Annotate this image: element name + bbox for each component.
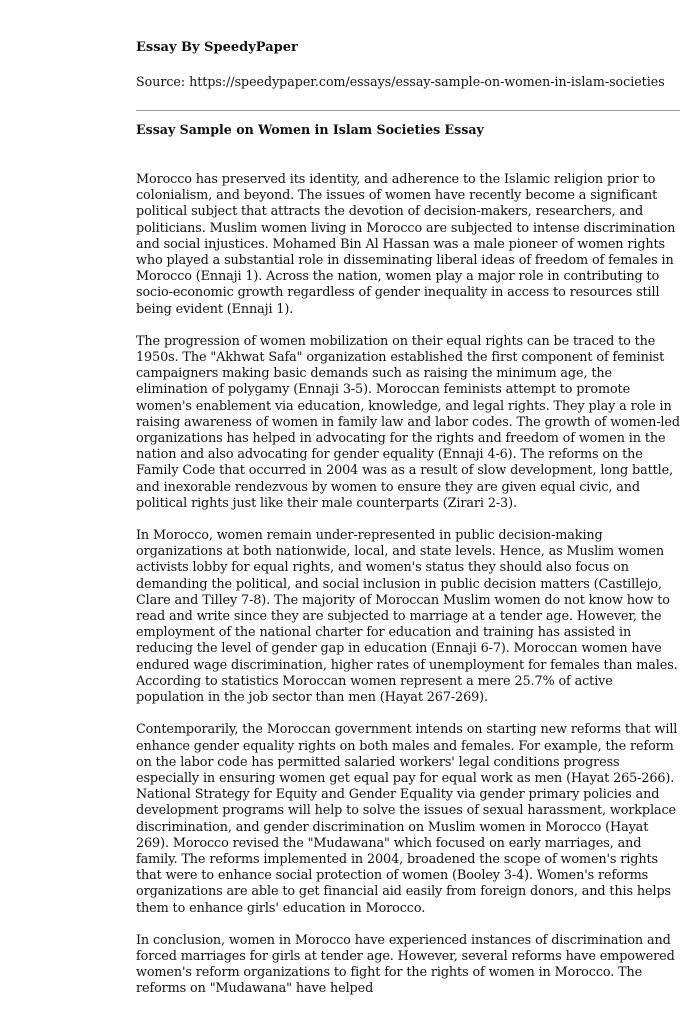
essay-author-heading: Essay By SpeedyPaper xyxy=(136,40,298,55)
source-block xyxy=(136,40,666,90)
essay-title: Essay Sample on Women in Islam Societies Essay xyxy=(136,122,484,137)
source-line: Source: https://speedypaper.com/essays/essay-sample-on-women-in-islam-societies xyxy=(136,74,665,89)
paragraph: The progression of women mobilization on their equal rights can be traced to the 1950s. The "Akhwat Safa" organization established the first component of feminist campaigners making basic demands such as raising the minimum age, the elimination of polygamy (Ennaji 3-5). Moroccan feminists attempt to promote women's enablement via education, knowledge, and legal rights. They play a role in raising awareness of women in family law and labor codes. The growth of women-led organizations has helped in advocating for the rights and freedom of women in the nation and also advocating for gender equality (Ennaji 4-6). The reforms on the Family Code that occurred in 2004 was as a result of slow development, long battle, and inexorable rendezvous by women to ensure they are given equal civic, and political rights just like their male counterparts (Zirari 2-3). xyxy=(136,333,680,511)
divider xyxy=(136,110,680,111)
paragraph: In Morocco, women remain under-represented in public decision-making organizations at both nationwide, local, and state levels. Hence, as Muslim women activists lobby for equal rights, and women's status they should also focus on demanding the political, and social inclusion in public decision matters (Castillejo, Clare and Tilley 7-8). The majority of Moroccan Muslim women do not know how to read and write since they are subjected to marriage at a tender age. However, the employment of the national charter for education and training has assisted in reducing the level of gender gap in education (Ennaji 6-7). Moroccan women have endured wage discrimination, higher rates of unemployment for females than males. According to statistics Moroccan women represent a mere 25.7% of active population in the job sector than men (Hayat 267-269). xyxy=(136,528,678,706)
paragraph: In conclusion, women in Morocco have experienced instances of discrimination and forced marriages for girls at tender age. However, several reforms have empowered women's reform organizations to fight for the rights of women in Morocco. The reforms on "Mudawana" have helped xyxy=(136,932,675,997)
paragraph: Morocco has preserved its identity, and adherence to the Islamic religion prior to colonialism, and beyond. The issues of women have recently become a significant political subject that attracts the devotion of decision-makers, researchers, and politicians. Muslim women living in Morocco are subjected to intense discrimination and social injustices. Mohamed Bin Al Hassan was a male pioneer of women rights who played a substantial role in disseminating liberal ideas of freedom of females in Morocco (Ennaji 1). Across the nation, women play a major role in contributing to socio-economic growth regardless of gender inequality in access to resources still being evident (Ennaji 1). xyxy=(136,172,676,317)
essay-body xyxy=(136,172,684,1014)
paragraph: Contemporarily, the Moroccan government intends on starting new reforms that will enhance gender equality rights on both males and females. For example, the reform on the labor code has permitted salaried workers' legal conditions progress especially in ensuring women get equal pay for equal work as men (Hayat 265-266). National Strategy for Equity and Gender Equality via gender primary policies and development programs will help to solve the issues of sexual harassment, workplace discrimination, and gender discrimination on Muslim women in Morocco (Hayat 269). Morocco revised the "Mudawana" which focused on early marriages, and family. The reforms implemented in 2004, broadened the scope of women's rights that were to enhance social protection of women (Booley 3-4). Women's reforms organizations are able to get financial aid easily from foreign donors, and this helps them to enhance girls' education in Morocco. xyxy=(136,722,678,916)
